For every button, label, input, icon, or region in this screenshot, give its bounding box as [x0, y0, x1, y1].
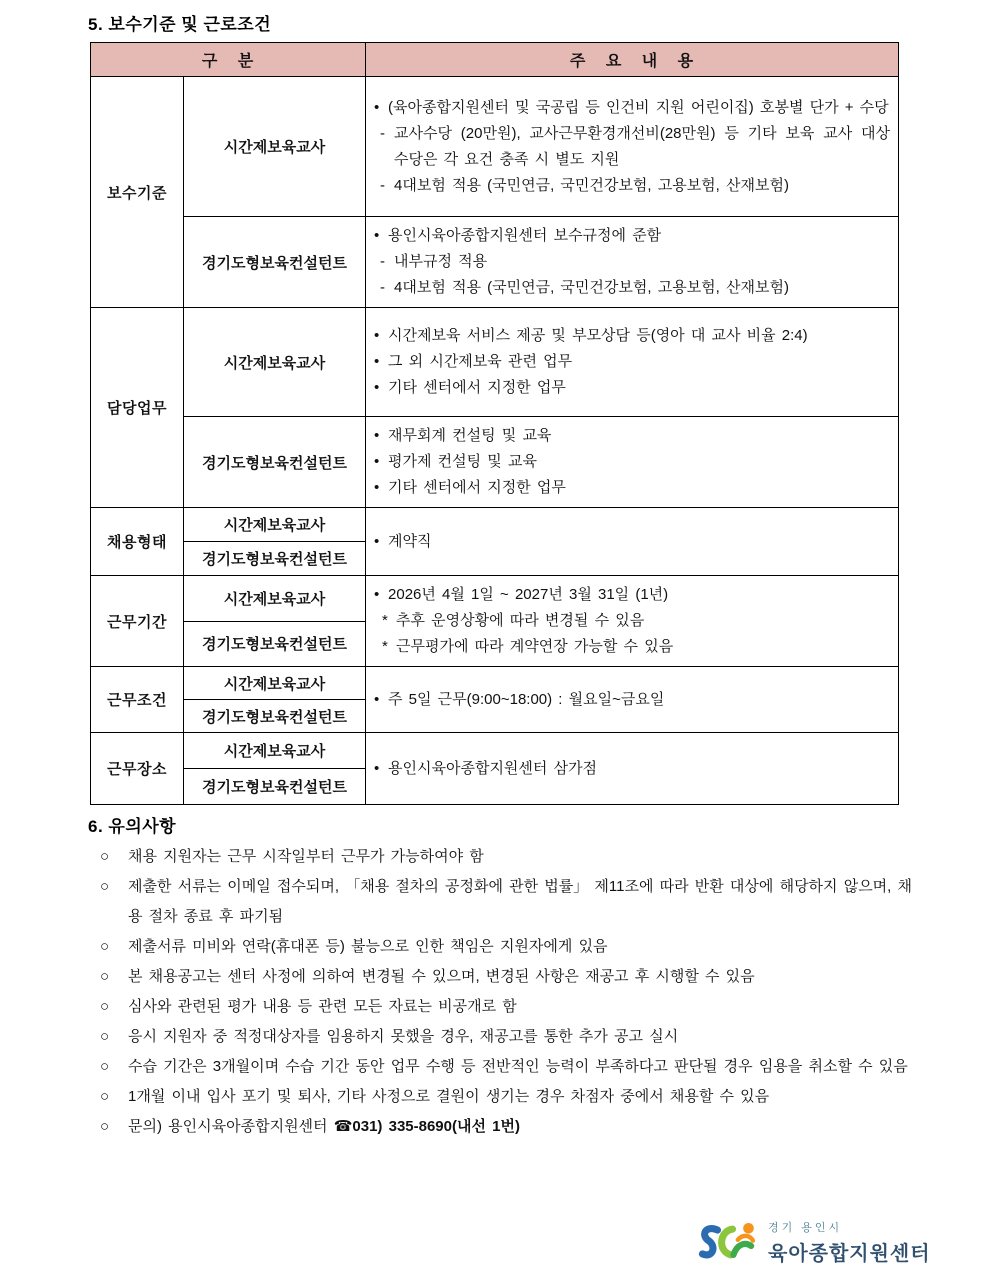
sub-label-consultant: 경기도형보육컨설턴트: [184, 621, 366, 667]
row-label-pay: 보수기준: [91, 77, 184, 308]
sub-label-consultant: 경기도형보육컨설턴트: [184, 217, 366, 308]
bullet-line: • 용인시육아종합지원센터 보수규정에 준함: [374, 227, 662, 244]
logo-org-text: 육아종합지원센터: [768, 1242, 931, 1265]
table-header-group: 구 분: [91, 43, 366, 77]
circle-bullet-icon: ○: [100, 1028, 110, 1045]
bullet-line: • (육아종합지원센터 및 국공립 등 인건비 지원 어린이집) 호봉별 단가 + 수당: [374, 98, 889, 116]
row-label-work-conditions: 근무조건: [91, 667, 184, 733]
sub-label-teacher: 시간제보육교사: [184, 667, 366, 700]
circle-bullet-icon: ○: [100, 878, 110, 895]
sub-label-consultant: 경기도형보육컨설턴트: [184, 769, 366, 805]
note-item: ○ 응시 지원자 중 적정대상자를 임용하지 못했을 경우, 재공고를 통한 추가 공고 실시: [100, 1022, 912, 1052]
note-item: ○ 수습 기간은 3개월이며 수습 기간 동안 업무 수행 등 전반적인 능력이 부족하다고 판단될 경우 임용을 취소할 수 있음: [100, 1052, 912, 1082]
note-item: ○ 1개월 이내 입사 포기 및 퇴사, 기타 사정으로 결원이 생기는 경우 차점자 중에서 채용할 수 있음: [100, 1082, 912, 1112]
star-line: * 근무평가에 따라 계약연장 가능할 수 있음: [382, 638, 674, 655]
note-item-contact: [100, 1112, 912, 1142]
cell-duties-consultant: [366, 417, 899, 508]
note-item: ○ 본 채용공고는 센터 사정에 의하여 변경될 수 있으며, 변경된 사항은 재공고 후 시행할 수 있음: [100, 962, 912, 992]
cell-work-location: [366, 733, 899, 805]
row-label-duties: 담당업무: [91, 308, 184, 508]
circle-bullet-icon: ○: [100, 848, 110, 865]
bullet-line: • 2026년 4월 1일 ~ 2027년 3월 31일 (1년): [374, 586, 669, 603]
table-header-content: 주 요 내 용: [366, 43, 899, 77]
note-item: ○ 제출한 서류는 이메일 접수되며, 「채용 절차의 공정화에 관한 법률」 제11조에 따라 반환 대상에 해당하지 않으며, 채용 절차 종료 후 파기됨: [100, 872, 912, 932]
circle-bullet-icon: ○: [100, 1118, 110, 1135]
sub-label-teacher: 시간제보육교사: [184, 308, 366, 417]
star-line: * 추후 운영상황에 따라 변경될 수 있음: [382, 612, 645, 629]
note-item: ○ 채용 지원자는 근무 시작일부터 근무가 가능하여야 함: [100, 842, 912, 872]
sub-label-teacher: 시간제보육교사: [184, 508, 366, 542]
row-label-work-period: 근무기간: [91, 576, 184, 667]
dash-line: - 4대보험 적용 (국민연금, 국민건강보험, 고용보험, 산재보험): [380, 176, 789, 194]
footer-logo: [698, 1216, 931, 1268]
sub-label-teacher: 시간제보육교사: [184, 77, 366, 217]
cell-work-conditions: [366, 667, 899, 733]
note-item: ○ 제출서류 미비와 연락(휴대폰 등) 불능으로 인한 책임은 지원자에게 있음: [100, 932, 912, 962]
row-label-employment-type: 채용형태: [91, 508, 184, 576]
cell-duties-teacher: [366, 308, 899, 417]
dash-line: - 내부규정 적용: [380, 253, 488, 270]
circle-bullet-icon: ○: [100, 1058, 110, 1075]
sub-label-consultant: 경기도형보육컨설턴트: [184, 700, 366, 733]
sub-label-consultant: 경기도형보육컨설턴트: [184, 542, 366, 576]
section6-title: 6. 유의사항: [88, 817, 177, 836]
bullet-line: • 계약직: [374, 532, 432, 550]
bullet-line: • 평가제 컨설팅 및 교육: [374, 453, 537, 470]
notes-list: [100, 842, 912, 1142]
cell-pay-consultant: [366, 217, 899, 308]
contact-text: 문의) 용인시육아종합지원센터: [128, 1118, 328, 1135]
cell-employment-type: [366, 508, 899, 576]
phone-icon: ☎: [333, 1118, 353, 1135]
dash-line: - 교사수당 (20만원), 교사근무환경개선비(28만원) 등 기타 보육 교사 대상 수당은 각 요건 충족 시 별도 지원: [380, 124, 891, 168]
center-logo-icon: [698, 1216, 760, 1268]
cell-work-period: [366, 576, 899, 667]
logo-region-text: 경기 용인시: [768, 1221, 843, 1234]
contact-phone: 031) 335-8690(내선 1번): [352, 1118, 520, 1135]
note-item: ○ 심사와 관련된 평가 내용 등 관련 모든 자료는 비공개로 함: [100, 992, 912, 1022]
bullet-line: • 기타 센터에서 지정한 업무: [374, 379, 566, 396]
bullet-line: • 기타 센터에서 지정한 업무: [374, 479, 566, 496]
bullet-line: • 재무회계 컨설팅 및 교육: [374, 427, 552, 444]
sub-label-teacher: 시간제보육교사: [184, 576, 366, 622]
circle-bullet-icon: ○: [100, 998, 110, 1015]
circle-bullet-icon: ○: [100, 968, 110, 985]
sub-label-teacher: 시간제보육교사: [184, 733, 366, 769]
section5-title: 5. 보수기준 및 근로조건: [88, 15, 272, 34]
dash-line: - 4대보험 적용 (국민연금, 국민건강보험, 고용보험, 산재보험): [380, 279, 789, 296]
bullet-line: • 시간제보육 서비스 제공 및 부모상담 등(영아 대 교사 비율 2:4): [374, 327, 808, 344]
bullet-line: • 주 5일 근무(9:00~18:00) : 월요일~금요일: [374, 690, 665, 708]
circle-bullet-icon: ○: [100, 1088, 110, 1105]
bullet-line: • 그 외 시간제보육 관련 업무: [374, 353, 573, 370]
row-label-work-location: 근무장소: [91, 733, 184, 805]
sub-label-consultant: 경기도형보육컨설턴트: [184, 417, 366, 508]
conditions-table: [90, 42, 899, 805]
bullet-line: • 용인시육아종합지원센터 삼가점: [374, 759, 598, 777]
cell-pay-teacher: [366, 77, 899, 217]
circle-bullet-icon: ○: [100, 938, 110, 955]
